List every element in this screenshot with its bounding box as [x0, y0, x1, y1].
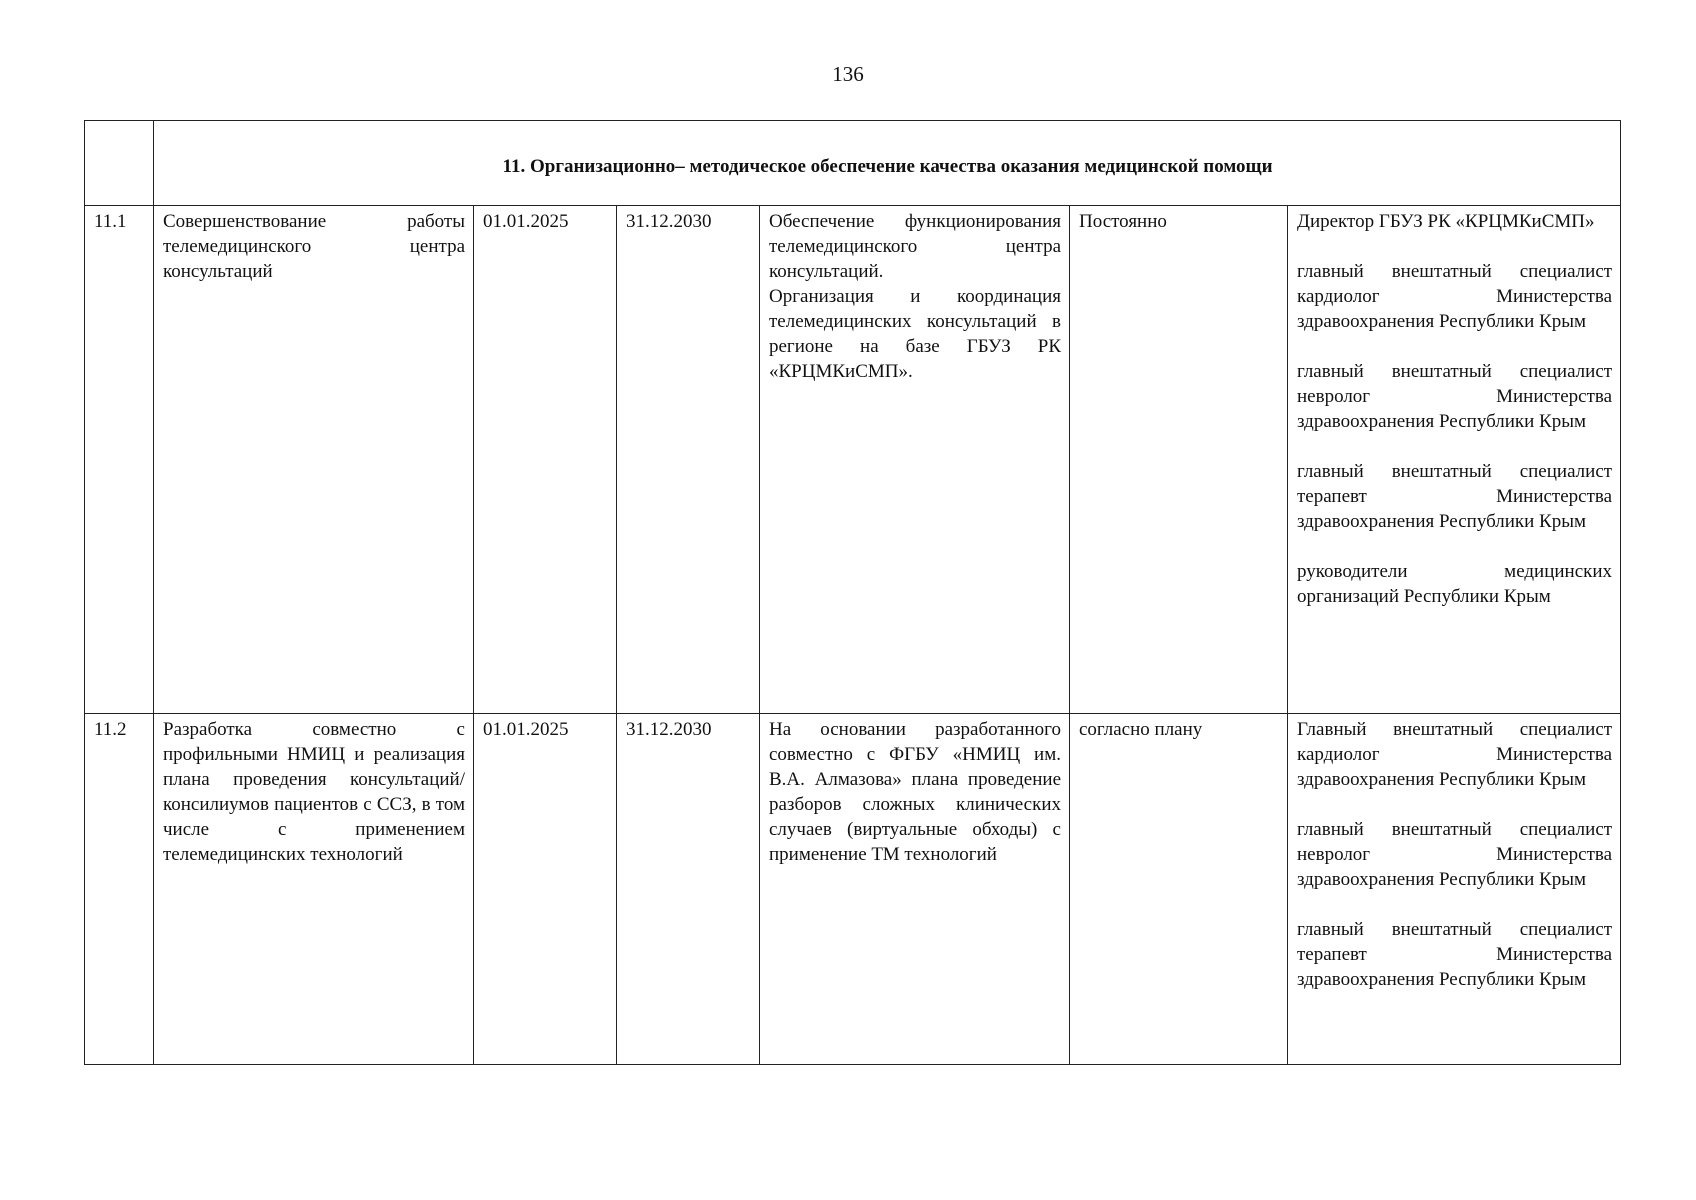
frequency-cell: Постоянно — [1070, 206, 1288, 714]
responsible-item: главный внештатный специалист невролог Министерства здравоохранения Республики Крым — [1297, 819, 1613, 890]
end-date-cell: 31.12.2030 — [617, 206, 760, 714]
responsible-item: Директор ГБУЗ РК «КРЦМКиСМП» — [1297, 211, 1595, 232]
start-date-cell: 01.01.2025 — [474, 714, 617, 1065]
row-number: 11.1 — [85, 206, 154, 714]
responsible-item: Главный внештатный специалист кардиолог Министерства здравоохранения Республики Крым — [1297, 719, 1613, 790]
table-row — [85, 206, 1621, 714]
activity-cell: Разработка совместно с профильными НМИЦ и реализация плана проведения консультаций/консилиумов пациентов с ССЗ, в том числе с применением телемедицинских технологий — [154, 714, 474, 1065]
table-row — [85, 714, 1621, 1065]
responsible-item: главный внештатный специалист терапевт Министерства здравоохранения Республики Крым — [1297, 919, 1613, 990]
section-title: 11. Организационно– методическое обеспечение качества оказания медицинской помощи — [154, 121, 1621, 206]
empty-num-cell — [85, 121, 154, 206]
end-date-cell: 31.12.2030 — [617, 714, 760, 1065]
responsible-cell — [1288, 206, 1621, 714]
activity-cell: Совершенствование работы телемедицинского центра консультаций — [154, 206, 474, 714]
page-number: 136 — [832, 62, 864, 86]
frequency-cell: согласно плану — [1070, 714, 1288, 1065]
responsible-cell — [1288, 714, 1621, 1065]
result-line: Обеспечение функционирования телемедицинского центра консультаций. — [769, 211, 1061, 282]
result-line: На основании разработанного совместно с ФГБУ «НМИЦ им. В.А. Алмазова» плана проведение разборов сложных клинических случаев (виртуальные обходы) с применение ТМ технологий — [769, 719, 1061, 865]
result-cell — [760, 714, 1070, 1065]
responsible-item: руководители медицинских организаций Республики Крым — [1297, 561, 1613, 607]
start-date-cell: 01.01.2025 — [474, 206, 617, 714]
result-line: Организация и координация телемедицинских консультаций в регионе на базе ГБУЗ РК «КРЦМКиСМП». — [769, 286, 1061, 382]
measures-table — [84, 120, 1621, 1065]
responsible-item: главный внештатный специалист невролог Министерства здравоохранения Республики Крым — [1297, 361, 1613, 432]
result-cell — [760, 206, 1070, 714]
responsible-item: главный внештатный специалист кардиолог Министерства здравоохранения Республики Крым — [1297, 261, 1613, 332]
responsible-item: главный внештатный специалист терапевт Министерства здравоохранения Республики Крым — [1297, 461, 1613, 532]
row-number: 11.2 — [85, 714, 154, 1065]
section-header-row — [85, 121, 1621, 206]
